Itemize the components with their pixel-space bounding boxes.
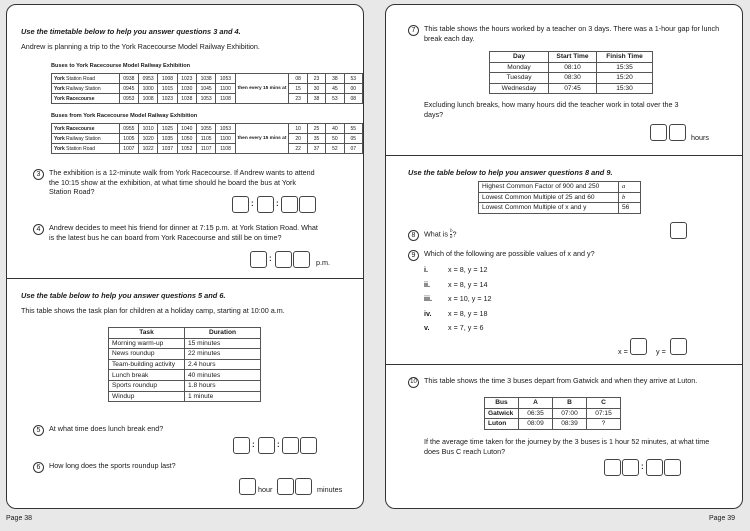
table-cell: a <box>619 182 641 193</box>
time-cell: 0955 <box>119 124 138 134</box>
table-row <box>485 419 621 430</box>
minute-cell: 53 <box>326 94 344 104</box>
answer-box[interactable] <box>239 478 256 495</box>
time-cell: 1023 <box>177 74 196 84</box>
task-plan-table <box>108 327 261 402</box>
time-cell: 1030 <box>177 84 196 94</box>
answer-box[interactable] <box>622 459 639 476</box>
question-8-text: What is $\frac{b}{a}$ ? <box>424 229 457 240</box>
table-cell: 07:00 <box>553 408 587 419</box>
answer-box[interactable] <box>258 437 275 454</box>
minute-cell: 08 <box>289 74 307 84</box>
table-cell: Luton <box>485 419 519 430</box>
minute-cell: 07 <box>344 144 362 154</box>
column-header: Day <box>490 52 549 63</box>
minute-cell: 37 <box>307 144 325 154</box>
question-10-question: If the average time taken for the journey by the 3 buses is 1 hour 52 minutes, at what time does Bus C reach Luton? <box>424 437 710 456</box>
stop-cell <box>52 74 120 84</box>
answer-box[interactable] <box>669 124 686 141</box>
table-row <box>109 380 261 391</box>
table-cell: Morning warm-up <box>109 338 185 349</box>
table-cell: 08:39 <box>553 419 587 430</box>
stop-cell <box>52 124 120 134</box>
time-cell: 1100 <box>216 134 235 144</box>
table-row <box>485 408 621 419</box>
time-cell: 1108 <box>216 94 235 104</box>
option-value: x = 8, y = 12 <box>448 265 488 274</box>
stop-cell <box>52 84 120 94</box>
time-cell: 1052 <box>177 144 196 154</box>
table-cell: 07:15 <box>587 408 621 419</box>
stop-sub: Station Road <box>64 145 96 152</box>
option-item <box>424 309 492 324</box>
table-row <box>52 134 363 144</box>
table-to-title: Buses to York Racecourse Model Railway Exhibition <box>51 63 191 69</box>
table-cell: 56 <box>619 203 641 214</box>
time-cell: 1035 <box>158 134 177 144</box>
question-3-text: The exhibition is a 12-minute walk from York Racecourse. If Andrew wants to attend the 10:15 show at the exhibition, at what time should he board the bus at York Station Road? <box>49 168 315 197</box>
question-10-text: This table shows the time 3 buses depart from Gatwick and when they arrive at Luton. <box>424 376 698 385</box>
option-label: v. <box>424 323 430 333</box>
answer-box[interactable] <box>670 222 687 239</box>
answer-box[interactable] <box>232 196 249 213</box>
table-row <box>52 94 363 104</box>
header-row <box>485 398 621 409</box>
option-value: x = 7, y = 6 <box>448 323 484 333</box>
right-page: 7 This table shows the hours worked by a teacher on 3 days. There was a 1-hour gap for lunch break each day. Day Start Time Finish Time Monday 08:10 15:35 Tuesday 08:30 15:20 Wednesday 07:45 15:30 Excluding lunch breaks, how many hours did the teacher work in total over the 3 days? hours Use the table below to help you answer questions 8 and 9. Highest Common Factor of 900 and 250 a Lowest Common Multiple of 25 and 60 b Lowest Common Multiple of x and y 56 8 What is $\frac{b}{a}$ ? 9 Which of the following are possible values of x and y? i. x = 8, y = 12 ii. x = 8, y = 14 iii. x = 10, y = 12 iv. x = 8, y = 18 v. x = 7, y = 6 x = y = 10 This table shows the time 3 buses depart from Gatwick and when they arrive at Luton. Bus A B C Gatwick 06:35 07:00 07:15 Luton 08:09 08:39 ? If the average time taken for the journey by the 3 buses is 1 hour 52 minutes, at what time does Bus C reach Luton? : <box>385 4 743 509</box>
divider <box>386 364 742 365</box>
table-row <box>109 391 261 402</box>
column-header: Task <box>109 328 185 339</box>
minute-cell: 08 <box>344 94 362 104</box>
answer-box[interactable] <box>300 437 317 454</box>
answer-box[interactable] <box>293 251 310 268</box>
minute-cell: 52 <box>326 144 344 154</box>
option-item <box>424 294 492 309</box>
question-6-text: How long does the sports roundup last? <box>49 461 176 470</box>
stop-cell <box>52 134 120 144</box>
time-cell: 1007 <box>119 144 138 154</box>
time-cell: 1015 <box>158 84 177 94</box>
question-number: 6 <box>33 462 44 473</box>
time-cell: 1037 <box>158 144 177 154</box>
minute-cell: 30 <box>307 84 325 94</box>
option-item <box>424 265 492 280</box>
column-header: C <box>587 398 621 409</box>
left-page: Use the timetable below to help you answer questions 3 and 4. Andrew is planning a trip to the York Racecourse Model Railway Exhibition. Buses to York Racecourse Model Railway Exhibition York Station Road 0938 0953 1008 1023 1038 1053 then every 15 mins at 08 23 38 53 York Railway Station 0945 1000 1015 1030 1045 1100 15 30 45 00 York Racecourse 0953 1008 1023 1038 1053 1108 23 38 53 08 Buses from York Racecourse Model Railway Exhibition York Racecourse 0955 1010 1025 1040 1055 1053 then every 15 mins at 10 25 40 55 York Railway Station 1005 1020 1035 1050 1105 1100 20 35 50 05 York Station Road 1007 1022 1037 1052 1107 1108 22 37 52 07 3 The exhibition is a 12-minute walk from York Racecourse. If Andrew wants to attend the 10:15 show at the exhibition, at what time should he board the bus at York Station Road? : : 4 Andrew decides to meet his friend for dinner at 7:15 p.m. at York Station Road. What is the latest bus he can board from York Racecourse and still be on time? : p.m. Use the table below to help you answer questions 5 and 6. This table shows the task plan for children at a holiday camp, starting at 10:00 a.m. Task Duration Morning warm-up 15 minutes News roundup 22 minutes Team-building activity 2.4 hours Lunch break 40 minutes Sports roundup 1.8 hours Windup 1 minute 5 At what time does lunch break end? : : 6 How long does the sports roundup last? hour minutes <box>6 4 364 509</box>
table-cell: 08:30 <box>549 73 597 84</box>
table-row <box>479 192 641 203</box>
stop-sub: Railway Station <box>64 85 101 92</box>
answer-box[interactable] <box>277 478 294 495</box>
time-cell: 1053 <box>216 124 235 134</box>
option-label: iv. <box>424 308 432 318</box>
stop-name: York <box>54 85 65 92</box>
y-label: y = <box>656 347 666 356</box>
minute-cell: 55 <box>344 124 362 134</box>
question-number: 5 <box>33 425 44 436</box>
time-cell: 0945 <box>119 84 138 94</box>
table-cell: 07:45 <box>549 83 597 94</box>
stop-name: York <box>54 145 65 152</box>
answer-box[interactable] <box>299 196 316 213</box>
stop-name: York Racecourse <box>54 95 95 102</box>
question-9-text: Which of the following are possible values of x and y? <box>424 249 595 258</box>
table-cell: 15 minutes <box>185 338 261 349</box>
y-answer-box[interactable] <box>670 338 687 355</box>
x-label: x = <box>618 347 628 356</box>
table-cell: Lowest Common Multiple of 25 and 60 <box>479 192 619 203</box>
minute-cell: 53 <box>344 74 362 84</box>
unit-minutes: minutes <box>317 485 343 494</box>
time-cell: 1038 <box>177 94 196 104</box>
answer-box[interactable] <box>650 124 667 141</box>
option-value: x = 8, y = 18 <box>448 308 488 318</box>
unit-hour: hour <box>258 485 273 494</box>
unit-hours: hours <box>691 133 709 142</box>
every-cell: then every 15 mins at <box>235 74 289 104</box>
stop-cell <box>52 144 120 154</box>
answer-box[interactable] <box>275 251 292 268</box>
column-header: B <box>553 398 587 409</box>
answer-box[interactable] <box>282 437 299 454</box>
stop-cell <box>52 94 120 104</box>
table-cell: Lunch break <box>109 370 185 381</box>
table-cell: Monday <box>490 62 549 73</box>
instruction-q8-q9: Use the table below to help you answer questions 8 and 9. <box>408 168 613 177</box>
table-row <box>109 370 261 381</box>
hours-table <box>489 51 653 94</box>
time-cell: 1008 <box>158 74 177 84</box>
answer-box[interactable] <box>664 459 681 476</box>
bus-timetable-from <box>51 123 363 154</box>
table-cell: Wednesday <box>490 83 549 94</box>
table-row <box>52 84 363 94</box>
bus-journey-table <box>484 397 621 430</box>
minute-cell: 10 <box>289 124 307 134</box>
table-row <box>52 124 363 134</box>
time-cell: 1005 <box>119 134 138 144</box>
table-cell: 06:35 <box>519 408 553 419</box>
time-cell: 0953 <box>119 94 138 104</box>
question-number: 10 <box>408 377 419 388</box>
minute-cell: 40 <box>326 124 344 134</box>
question-number: 8 <box>408 230 419 241</box>
minute-cell: 45 <box>326 84 344 94</box>
table-from-title: Buses from York Racecourse Model Railway Exhibition <box>51 113 198 119</box>
time-cell: 1022 <box>139 144 158 154</box>
time-cell: 1105 <box>196 134 215 144</box>
table-cell: Highest Common Factor of 900 and 250 <box>479 182 619 193</box>
table-row <box>109 359 261 370</box>
question-number: 3 <box>33 169 44 180</box>
table-cell: 1.8 hours <box>185 380 261 391</box>
option-label: ii. <box>424 279 430 289</box>
question-number: 7 <box>408 25 419 36</box>
time-cell: 0938 <box>119 74 138 84</box>
stop-name: York Racecourse <box>54 125 95 132</box>
column-header: A <box>519 398 553 409</box>
options-list <box>424 265 492 338</box>
divider <box>386 155 742 156</box>
table-cell: Lowest Common Multiple of x and y <box>479 203 619 214</box>
column-header: Finish Time <box>597 52 653 63</box>
table-cell: b <box>619 192 641 203</box>
bus-timetable-to <box>51 73 363 104</box>
table-cell: 22 minutes <box>185 349 261 360</box>
table-row <box>109 338 261 349</box>
table-cell: Team-building activity <box>109 359 185 370</box>
table-cell: 15:20 <box>597 73 653 84</box>
table-cell: 40 minutes <box>185 370 261 381</box>
instruction-q5-q6: Use the table below to help you answer questions 5 and 6. <box>21 291 226 300</box>
column-header: Bus <box>485 398 519 409</box>
header-row <box>490 52 653 63</box>
minute-cell: 38 <box>307 94 325 104</box>
minute-cell: 22 <box>289 144 307 154</box>
table-cell: 15:30 <box>597 83 653 94</box>
time-cell: 1108 <box>216 144 235 154</box>
minute-cell: 23 <box>307 74 325 84</box>
table-cell: 08:09 <box>519 419 553 430</box>
table-cell: News roundup <box>109 349 185 360</box>
table-row <box>490 83 653 94</box>
header-row <box>109 328 261 339</box>
table-cell: 1 minute <box>185 391 261 402</box>
instruction-q3-q4: Use the timetable below to help you answer questions 3 and 4. <box>21 27 241 36</box>
table-cell: Tuesday <box>490 73 549 84</box>
question-number: 9 <box>408 250 419 261</box>
minute-cell: 20 <box>289 134 307 144</box>
option-value: x = 10, y = 12 <box>448 294 492 304</box>
page-number-left: Page 38 <box>6 515 33 522</box>
time-cell: 1045 <box>196 84 215 94</box>
page-number-right: Page 39 <box>709 515 736 522</box>
unit-pm: p.m. <box>316 258 330 267</box>
stop-sub: Station Road <box>64 75 96 82</box>
time-cell: 1020 <box>139 134 158 144</box>
column-header: Duration <box>185 328 261 339</box>
table-cell: 08:10 <box>549 62 597 73</box>
stop-sub: Railway Station <box>64 135 101 142</box>
time-cell: 1100 <box>216 84 235 94</box>
intro-text: Andrew is planning a trip to the York Racecourse Model Railway Exhibition. <box>21 42 260 51</box>
minute-cell: 50 <box>326 134 344 144</box>
time-cell: 1053 <box>196 94 215 104</box>
table-cell: 2.4 hours <box>185 359 261 370</box>
table-cell: 15:35 <box>597 62 653 73</box>
option-item <box>424 280 492 295</box>
time-cell: 1000 <box>139 84 158 94</box>
minute-cell: 00 <box>344 84 362 94</box>
time-cell: 1107 <box>196 144 215 154</box>
table-cell: Sports roundup <box>109 380 185 391</box>
table-row <box>52 74 363 84</box>
minute-cell: 35 <box>307 134 325 144</box>
minute-cell: 38 <box>326 74 344 84</box>
time-cell: 1053 <box>216 74 235 84</box>
answer-box[interactable] <box>604 459 621 476</box>
stop-name: York <box>54 75 65 82</box>
option-value: x = 8, y = 14 <box>448 279 488 289</box>
time-cell: 0953 <box>139 74 158 84</box>
minute-cell: 25 <box>307 124 325 134</box>
table-row <box>479 203 641 214</box>
answer-box[interactable] <box>281 196 298 213</box>
answer-box[interactable] <box>295 478 312 495</box>
table-row <box>479 182 641 193</box>
x-answer-box[interactable] <box>630 338 647 355</box>
time-cell: 1008 <box>139 94 158 104</box>
every-cell: then every 15 mins at <box>235 124 289 154</box>
minute-cell: 15 <box>289 84 307 94</box>
stop-name: York <box>54 135 65 142</box>
time-cell: 1023 <box>158 94 177 104</box>
question-4-text: Andrew decides to meet his friend for dinner at 7:15 p.m. at York Station Road. What is the latest bus he can board from York Racecourse and still be on time? <box>49 223 318 242</box>
question-number: 4 <box>33 224 44 235</box>
question-5-text: At what time does lunch break end? <box>49 424 164 433</box>
answer-box[interactable] <box>257 196 274 213</box>
table-row <box>52 144 363 154</box>
divider <box>7 278 363 279</box>
option-label: iii. <box>424 294 432 304</box>
table-row <box>490 73 653 84</box>
option-item <box>424 323 492 338</box>
question-7-question: Excluding lunch breaks, how many hours did the teacher work in total over the 3 days? <box>424 100 679 119</box>
answer-box[interactable] <box>250 251 267 268</box>
time-cell: 1010 <box>139 124 158 134</box>
time-cell: 1038 <box>196 74 215 84</box>
option-label: i. <box>424 265 428 274</box>
intro-text: This table shows the task plan for children at a holiday camp, starting at 10:00 a.m. <box>21 306 285 315</box>
minute-cell: 05 <box>344 134 362 144</box>
hcf-lcm-table <box>478 181 641 214</box>
table-cell: Windup <box>109 391 185 402</box>
column-header: Start Time <box>549 52 597 63</box>
question-7-text: This table shows the hours worked by a teacher on 3 days. There was a 1-hour gap for lunch break each day. <box>424 24 720 43</box>
time-cell: 1055 <box>196 124 215 134</box>
time-cell: 1025 <box>158 124 177 134</box>
answer-box[interactable] <box>646 459 663 476</box>
table-row <box>109 349 261 360</box>
table-cell: Gatwick <box>485 408 519 419</box>
time-cell: 1040 <box>177 124 196 134</box>
table-cell: ? <box>587 419 621 430</box>
minute-cell: 23 <box>289 94 307 104</box>
answer-box[interactable] <box>233 437 250 454</box>
time-cell: 1050 <box>177 134 196 144</box>
table-row <box>490 62 653 73</box>
